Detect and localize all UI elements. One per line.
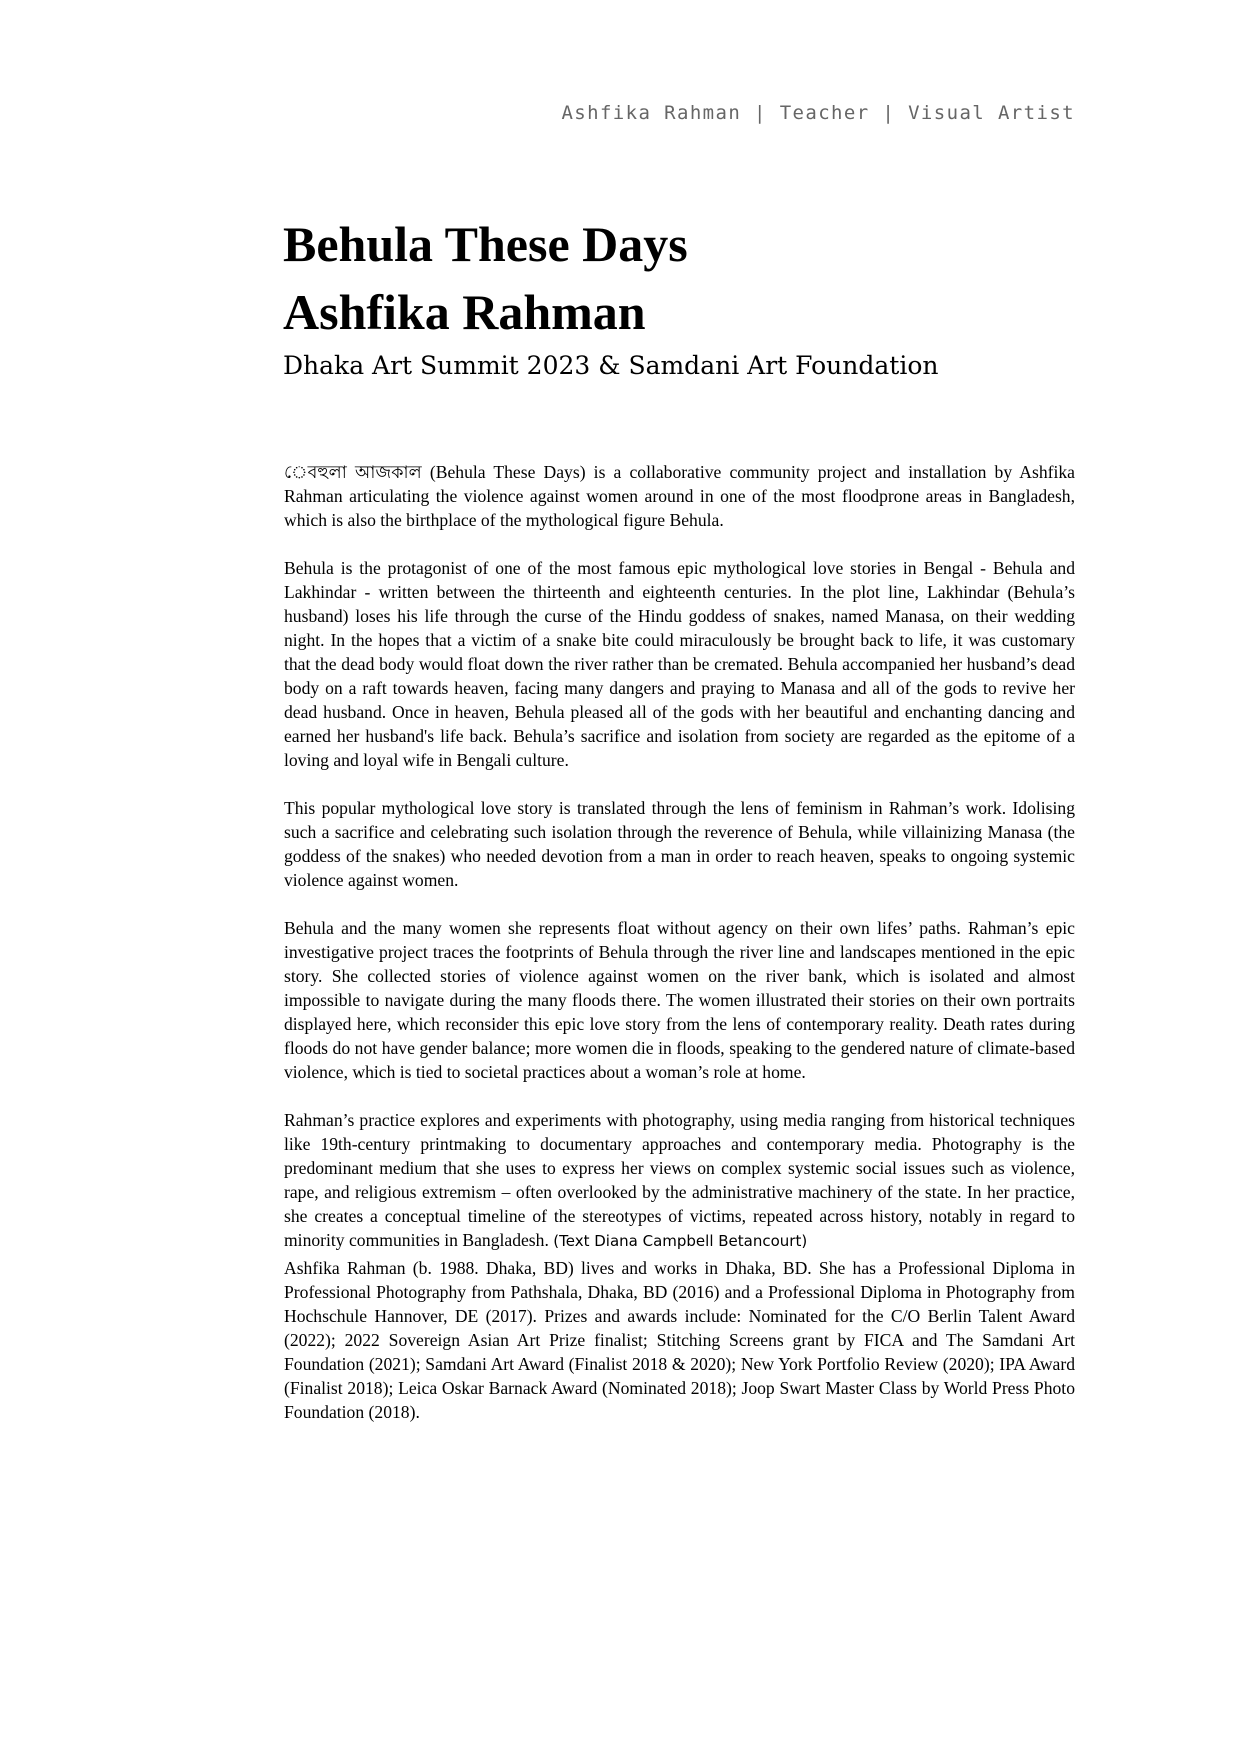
paragraph-feminism: This popular mythological love story is translated through the lens of feminism in Rahman’s work. Idolising such a sacrifice and celebrating such isolation through the reverence of Behula, while villainizing Manasa (the goddess of the snakes) who needed devotion from a man in order to reach heaven, speaks to ongoing systemic violence against women. (284, 798, 1075, 890)
paragraph-intro: েবহুলা আজকাল (Behula These Days) is a collaborative community project and installation by Ashfika Rahman articulating the violence against women around in one of the most floodprone areas in Bangladesh, which is also the birthplace of the mythological figure Behula. (284, 462, 1075, 530)
artist-name: Ashfika Rahman (283, 284, 646, 340)
paragraph-myth: Behula is the protagonist of one of the most famous epic mythological love stories in Bengal - Behula and Lakhindar - written between the thirteenth and eighteenth centuries. In the plot line, Lakhindar (Behula’s husband) loses his life through the curse of the Hindu goddess of snakes, named Manasa, on their wedding night. In the hopes that a victim of a snake bite could miraculously be brought back to life, it was customary that the dead body would float down the river rather than be cremated. Behula accompanied her husband’s dead body on a raft towards heaven, facing many dangers and praying to Manasa and all of the gods to revive her dead husband. Once in heaven, Behula pleased all of the gods with her beautiful and enchanting dancing and earned her husband's life back. Behula’s sacrifice and isolation from society are regarded as the epitome of a loving and loyal wife in Bengali culture. (284, 558, 1075, 770)
paragraph-biography: Ashfika Rahman (b. 1988. Dhaka, BD) lives and works in Dhaka, BD. She has a Professional Diploma in Professional Photography from Pathshala, Dhaka, BD (2016) and a Professional Diploma in Photography from Hochschule Hannover, DE (2017). Prizes and awards include: Nominated for the C/O Berlin Talent Award (2022); 2022 Sovereign Asian Art Prize finalist; Stitching Screens grant by FICA and The Samdani Art Foundation (2021); Samdani Art Award (Finalist 2018 & 2020); New York Portfolio Review (2020); IPA Award (Finalist 2018); Leica Oskar Barnack Award (Nominated 2018); Joop Swart Master Class by World Press Photo Foundation (2018). (284, 1258, 1075, 1422)
page-header: Ashfika Rahman | Teacher | Visual Artist (561, 102, 1075, 124)
text-credit: (Text Diana Campbell Betancourt) (553, 1232, 808, 1250)
event-subtitle: Dhaka Art Summit 2023 & Samdani Art Foundation (283, 351, 939, 380)
title-block (283, 210, 1083, 384)
paragraph-project: Behula and the many women she represents float without agency on their own lifes’ paths. Rahman’s epic investigative project traces the footprints of Behula through the river line and landscapes mentioned in the epic story. She collected stories of violence against women on the river bank, which is isolated and almost impossible to navigate during the many floods there. The women illustrated their stories on their own portraits displayed here, which reconsider this epic love story from the lens of contemporary reality. Death rates during floods do not have gender balance; more women die in floods, speaking to the gendered nature of climate-based violence, which is tied to societal practices about a woman’s role at home. (284, 918, 1075, 1082)
practice-text: Rahman’s practice explores and experiments with photography, using media ranging from historical techniques like 19th-century printmaking to documentary approaches and contemporary media. Photography is the predominant medium that she uses to express her views on complex systemic social issues such as violence, rape, and religious extremism – often overlooked by the administrative machinery of the state. In her practice, she creates a conceptual timeline of the stereotypes of victims, repeated across history, notably in regard to minority communities in Bangladesh. (284, 1110, 1075, 1250)
body-text (284, 460, 1075, 1448)
paragraph-practice (284, 1108, 1075, 1253)
page-title: Behula These Days (283, 216, 688, 272)
